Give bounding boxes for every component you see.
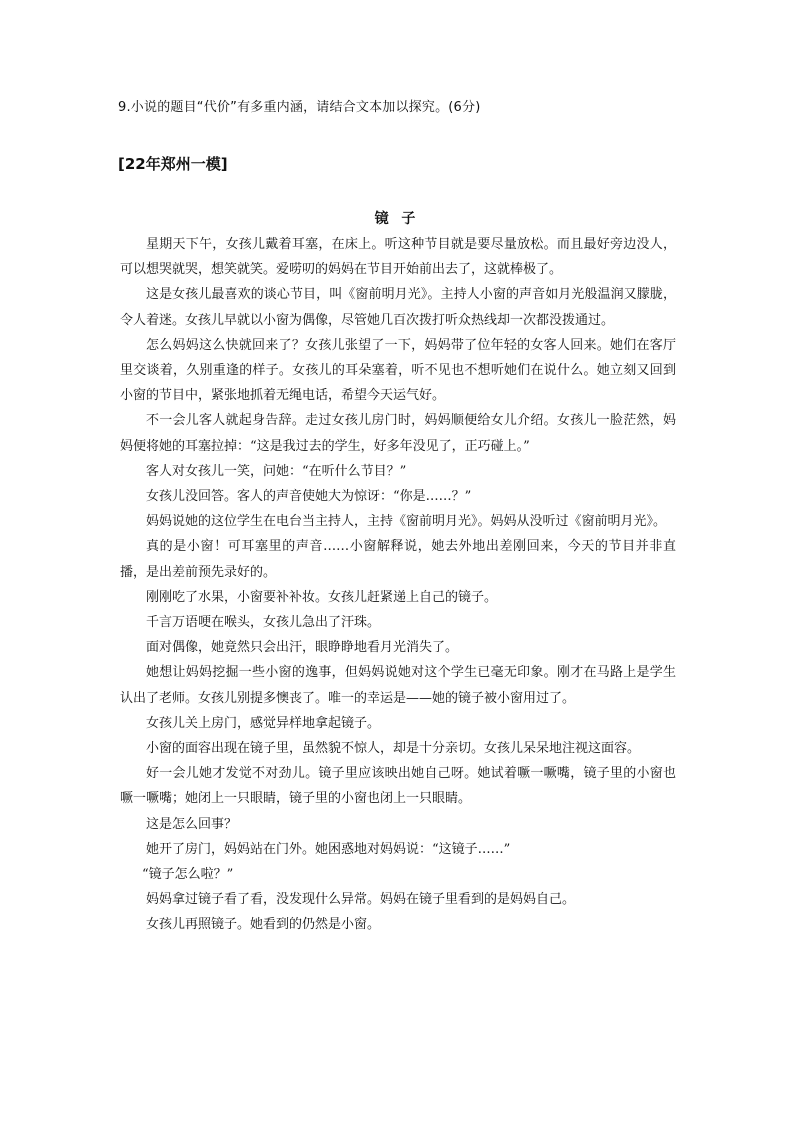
paragraph: 星期天下午，女孩儿戴着耳塞，在床上。听这种节目就是要尽量放松。而且最好旁边没人，可以想哭就哭，想笑就笑。爱唠叨的妈妈在节目开始前出去了，这就棒极了。 — [120, 237, 676, 278]
paragraph: 她开了房门，妈妈站在门外。她困惑地对妈妈说：“这镜子……” — [146, 841, 511, 857]
paragraph: 这是女孩儿最喜欢的谈心节目，叫《窗前明月光》。主持人小窗的声音如月光般温润又朦胧，令人着迷。女孩儿早就以小窗为偶像，尽管她几百次拨打听众热线却一次都没拨通过。 — [120, 287, 676, 328]
paragraph: 怎么妈妈这么快就回来了？女孩儿张望了一下，妈妈带了位年轻的女客人回来。她们在客厅里交谈着，久别重逢的样子。女孩儿的耳朵塞着，听不见也不想听她们在说什么。她立刻又回到小窗的节目中，紧张地抓着无绳电话，希望今天运气好。 — [120, 337, 676, 404]
story-body — [120, 232, 676, 938]
paragraph: 妈妈拿过镜子看了看，没发现什么异常。妈妈在镜子里看到的是妈妈自己。 — [146, 892, 576, 908]
paragraph: 妈妈说她的这位学生在电台当主持人，主持《窗前明月光》。妈妈从没听过《窗前明月光》。 — [146, 514, 667, 530]
paragraph: 女孩儿关上房门，感觉异样地拿起镜子。 — [146, 715, 381, 731]
paragraph: 女孩儿没回答。客人的声音使她大为惊讶：“你是……？” — [146, 489, 472, 505]
paragraph: 女孩儿再照镜子。她看到的仍然是小窗。 — [146, 917, 381, 933]
paragraph: 客人对女孩儿一笑，问她：“在听什么节目？” — [146, 463, 407, 479]
source-label: [22年郑州一模] — [118, 155, 228, 173]
paragraph: 不一会儿客人就起身告辞。走过女孩儿房门时，妈妈顺便给女儿介绍。女孩儿一脸茫然，妈妈便将她的耳塞拉掉：“这是我过去的学生，好多年没见了，正巧碰上。” — [120, 413, 676, 454]
paragraph: “镜子怎么啦？” — [142, 867, 234, 883]
paragraph: 面对偶像，她竟然只会出汗，眼睁睁地看月光消失了。 — [146, 640, 459, 656]
paragraph: 小窗的面容出现在镜子里，虽然貌不惊人，却是十分亲切。女孩儿呆呆地注视这面容。 — [146, 741, 641, 757]
paragraph: 好一会儿她才发觉不对劲儿。镜子里应该映出她自己呀。她试着噘一噘嘴，镜子里的小窗也噘一噘嘴；她闭上一只眼睛，镜子里的小窗也闭上一只眼睛。 — [120, 766, 676, 807]
paragraph: 真的是小窗！可耳塞里的声音……小窗解释说，她去外地出差刚回来，今天的节目并非直播，是出差前预先录好的。 — [120, 539, 676, 580]
paragraph: 刚刚吃了水果，小窗要补补妆。女孩儿赶紧递上自己的镜子。 — [146, 589, 498, 605]
paragraph: 这是怎么回事？ — [146, 816, 238, 832]
paragraph: 千言万语哽在喉头，女孩儿急出了汗珠。 — [146, 615, 381, 631]
question-9: 9.小说的题目“代价”有多重内涵，请结合文本加以探究。(6分) — [118, 100, 481, 115]
story-title: 镜 子 — [374, 211, 420, 227]
paragraph: 她想让妈妈挖掘一些小窗的逸事，但妈妈说她对这个学生已毫无印象。刚才在马路上是学生认出了老师。女孩儿别提多懊丧了。唯一的幸运是——她的镜子被小窗用过了。 — [120, 665, 676, 706]
